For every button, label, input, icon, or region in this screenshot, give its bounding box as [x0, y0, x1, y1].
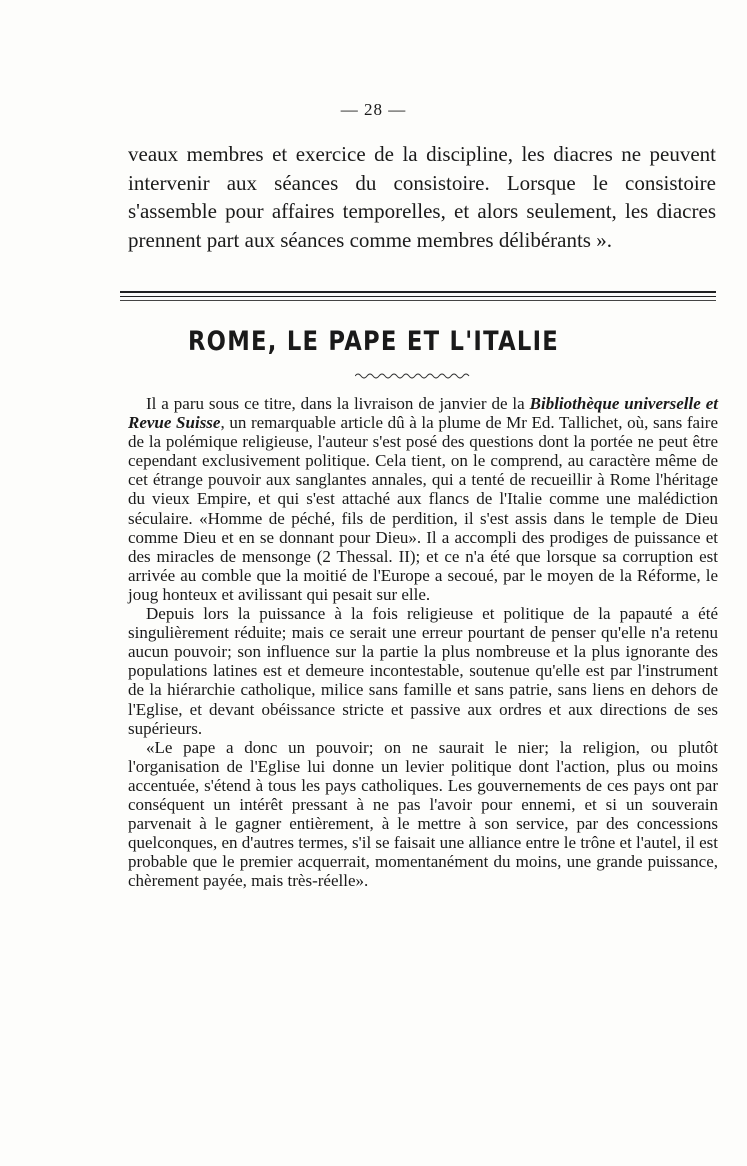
section-divider-top	[120, 291, 716, 293]
article-paragraph-3: «Le pape a donc un pouvoir; on ne saurait le nier; la religion, ou plutôt l'organisation de l'Eglise lui donne un levier politique dont l'action, plus ou moins accentuée, s'étend à tous les pays catholiques. Les gouvernements de ces pays ont par conséquent un intérêt pressant à ne pas l'avoir pour ennemi, et si un souverain parvenait à le gagner entièrement, à le mettre à son service, par des concessions quelconques, en d'autres termes, s'il se faisait une alliance entre le trône et l'autel, il est probable que le premier acquerrait, momentanément du moins, une grande puissance, chèrement payée, mais très-réelle».	[128, 737, 718, 891]
paragraph-1-intro: Il a paru sous ce titre, dans la livraison de janvier de la	[146, 394, 530, 413]
section-divider-middle	[120, 296, 716, 297]
article-paragraph-1	[128, 394, 718, 604]
article-paragraph-2: Depuis lors la puissance à la fois religieuse et politique de la papauté a été singulièrement réduite; mais ce serait une erreur pourtant de penser qu'elle n'a retenu aucun pouvoir; son influence sur la partie la plus nombreuse et la plus ignorante des populations latines est et demeure incontestable, soutenue qu'elle est par l'instrument de la hiérarchie catholique, milice sans famille et sans patrie, sans liens en dehors de l'Eglise, et devant obéissance stricte et passive aux ordres et aux directions de ses supérieurs.	[128, 604, 718, 738]
publication-title: Bibliothèque universelle et Revue Suisse	[128, 394, 718, 433]
title-ornament-icon	[355, 372, 470, 380]
section-title: ROME, LE PAPE ET L'ITALIE	[187, 326, 560, 357]
continued-paragraph: veaux membres et exercice de la discipline, les diacres ne peuvent intervenir aux séances du consistoire. Lorsque le consistoire s'assemble pour affaires temporelles, et alors seulement, les diacres prennent part aux séances comme membres délibérants ».	[128, 142, 716, 252]
article-body	[128, 394, 718, 890]
paragraph-1-rest: , un remarquable article dû à la plume de Mr Ed. Tallichet, où, sans faire de la polémique religieuse, l'auteur s'est posé des questions dont la portée ne peut être cependant exclusivement politique. Cela tient, on le comprend, au caractère même de cet étrange pouvoir aux sanglantes annales, qui a tenté de recueillir à Rome l'héritage du vieux Empire, et qui s'est attaché aux flancs de l'Italie comme une malédiction séculaire. «Homme de péché, fils de perdition, il s'est assis dans le temple de Dieu comme Dieu et en se donnant pour Dieu». Il a accompli des prodiges de puissance et des miracles de mensonge (2 Thessal. II); et ce n'a été que lorsque sa corruption est arrivée au comble que la moitié de l'Europe a secoué, par le moyen de la Réforme, le joug honteux et avilissant qui pesait sur elle.	[128, 413, 718, 604]
section-divider-bottom	[120, 300, 716, 301]
page-number: — 28 —	[340, 100, 407, 119]
